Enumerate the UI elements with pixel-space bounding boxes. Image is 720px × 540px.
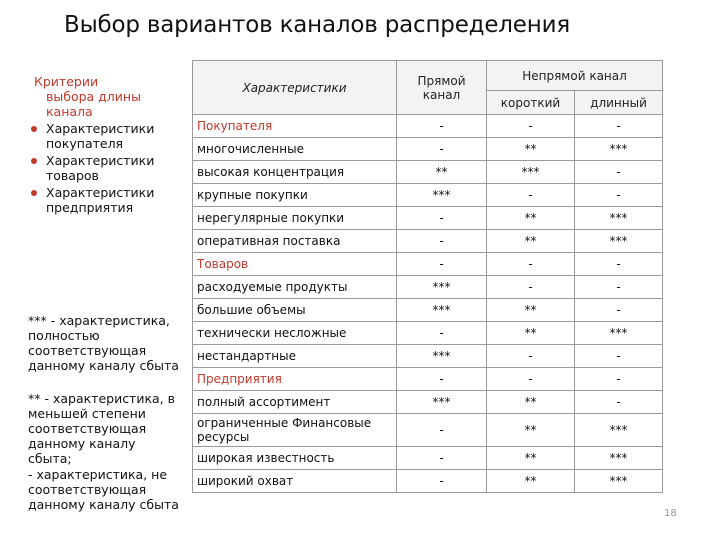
table-row bbox=[193, 161, 663, 184]
cell-long: *** bbox=[575, 470, 663, 493]
cell-direct: - bbox=[397, 470, 487, 493]
header-direct: Прямой канал bbox=[397, 61, 487, 115]
table-row bbox=[193, 207, 663, 230]
row-label: высокая концентрация bbox=[193, 161, 397, 184]
row-label: большие объемы bbox=[193, 299, 397, 322]
criteria-heading-line: канала bbox=[46, 104, 93, 119]
header-long: длинный bbox=[575, 91, 663, 115]
cell-direct: *** bbox=[397, 299, 487, 322]
row-label: полный ассортимент bbox=[193, 391, 397, 414]
row-label: крупные покупки bbox=[193, 184, 397, 207]
cell-direct: - bbox=[397, 253, 487, 276]
cell-direct: - bbox=[397, 322, 487, 345]
section-row bbox=[193, 115, 663, 138]
criteria-list bbox=[28, 121, 188, 215]
header-short: короткий bbox=[487, 91, 575, 115]
row-label: Товаров bbox=[193, 253, 397, 276]
criteria-item: Характеристики предприятия bbox=[28, 185, 188, 215]
cell-long: - bbox=[575, 345, 663, 368]
table-row bbox=[193, 138, 663, 161]
cell-short: - bbox=[487, 184, 575, 207]
cell-long: *** bbox=[575, 447, 663, 470]
cell-long: *** bbox=[575, 207, 663, 230]
header-characteristics: Характеристики bbox=[193, 61, 397, 115]
cell-short: ** bbox=[487, 230, 575, 253]
cell-short: *** bbox=[487, 161, 575, 184]
section-row bbox=[193, 368, 663, 391]
bullet-icon bbox=[31, 158, 37, 164]
cell-direct: - bbox=[397, 447, 487, 470]
cell-direct: - bbox=[397, 138, 487, 161]
cell-direct: *** bbox=[397, 276, 487, 299]
cell-long: *** bbox=[575, 138, 663, 161]
table-row bbox=[193, 345, 663, 368]
cell-short: - bbox=[487, 276, 575, 299]
table-row bbox=[193, 470, 663, 493]
criteria-heading-line: выбора длины bbox=[46, 89, 141, 104]
criteria-heading bbox=[28, 74, 188, 119]
cell-short: ** bbox=[487, 322, 575, 345]
cell-direct: - bbox=[397, 115, 487, 138]
cell-short: - bbox=[487, 368, 575, 391]
cell-long: - bbox=[575, 184, 663, 207]
table-row bbox=[193, 299, 663, 322]
cell-short: ** bbox=[487, 138, 575, 161]
cell-short: - bbox=[487, 253, 575, 276]
cell-direct: - bbox=[397, 368, 487, 391]
cell-long: *** bbox=[575, 414, 663, 447]
row-label: нерегулярные покупки bbox=[193, 207, 397, 230]
bullet-icon bbox=[31, 190, 37, 196]
cell-long: *** bbox=[575, 230, 663, 253]
cell-short: ** bbox=[487, 299, 575, 322]
cell-direct: *** bbox=[397, 184, 487, 207]
cell-long: - bbox=[575, 368, 663, 391]
legend-dash: - характеристика, не соответствующая данному каналу сбыта bbox=[28, 467, 179, 512]
cell-direct: *** bbox=[397, 345, 487, 368]
table-row bbox=[193, 414, 663, 447]
table-row bbox=[193, 322, 663, 345]
cell-short: ** bbox=[487, 447, 575, 470]
cell-long: - bbox=[575, 115, 663, 138]
legend-three-stars: *** - характеристика, полностью соответствующая данному каналу сбыта bbox=[28, 313, 179, 373]
cell-long: - bbox=[575, 299, 663, 322]
row-label: Предприятия bbox=[193, 368, 397, 391]
cell-direct: - bbox=[397, 207, 487, 230]
cell-direct: - bbox=[397, 230, 487, 253]
cell-short: - bbox=[487, 345, 575, 368]
cell-direct: - bbox=[397, 414, 487, 447]
criteria-block bbox=[28, 74, 188, 217]
legend-two-stars: ** - характеристика, в меньшей степени соответствующая данному каналу сбыта; bbox=[28, 391, 175, 466]
cell-short: ** bbox=[487, 207, 575, 230]
table-body bbox=[193, 115, 663, 493]
row-label: широкий охват bbox=[193, 470, 397, 493]
cell-long: - bbox=[575, 161, 663, 184]
cell-direct: ** bbox=[397, 161, 487, 184]
cell-short: ** bbox=[487, 414, 575, 447]
row-label: технически несложные bbox=[193, 322, 397, 345]
cell-long: *** bbox=[575, 322, 663, 345]
cell-short: - bbox=[487, 115, 575, 138]
row-label: многочисленные bbox=[193, 138, 397, 161]
cell-direct: *** bbox=[397, 391, 487, 414]
cell-long: - bbox=[575, 276, 663, 299]
criteria-item: Характеристики товаров bbox=[28, 153, 188, 183]
cell-short: ** bbox=[487, 470, 575, 493]
row-label: широкая известность bbox=[193, 447, 397, 470]
table-row bbox=[193, 230, 663, 253]
row-label: нестандартные bbox=[193, 345, 397, 368]
table-row bbox=[193, 184, 663, 207]
row-label: оперативная поставка bbox=[193, 230, 397, 253]
page-number: 18 bbox=[664, 508, 677, 519]
table-row bbox=[193, 447, 663, 470]
section-row bbox=[193, 253, 663, 276]
bullet-icon bbox=[31, 126, 37, 132]
row-label: расходуемые продукты bbox=[193, 276, 397, 299]
row-label: Покупателя bbox=[193, 115, 397, 138]
cell-long: - bbox=[575, 391, 663, 414]
criteria-heading-line: Критерии bbox=[34, 74, 99, 89]
criteria-item: Характеристики покупателя bbox=[28, 121, 188, 151]
table-row bbox=[193, 391, 663, 414]
cell-short: ** bbox=[487, 391, 575, 414]
cell-long: - bbox=[575, 253, 663, 276]
header-indirect: Непрямой канал bbox=[487, 61, 663, 91]
row-label: ограниченные Финансовые ресурсы bbox=[193, 414, 397, 447]
channels-table bbox=[192, 60, 663, 493]
table-row bbox=[193, 276, 663, 299]
page-title: Выбор вариантов каналов распределения bbox=[64, 12, 570, 38]
